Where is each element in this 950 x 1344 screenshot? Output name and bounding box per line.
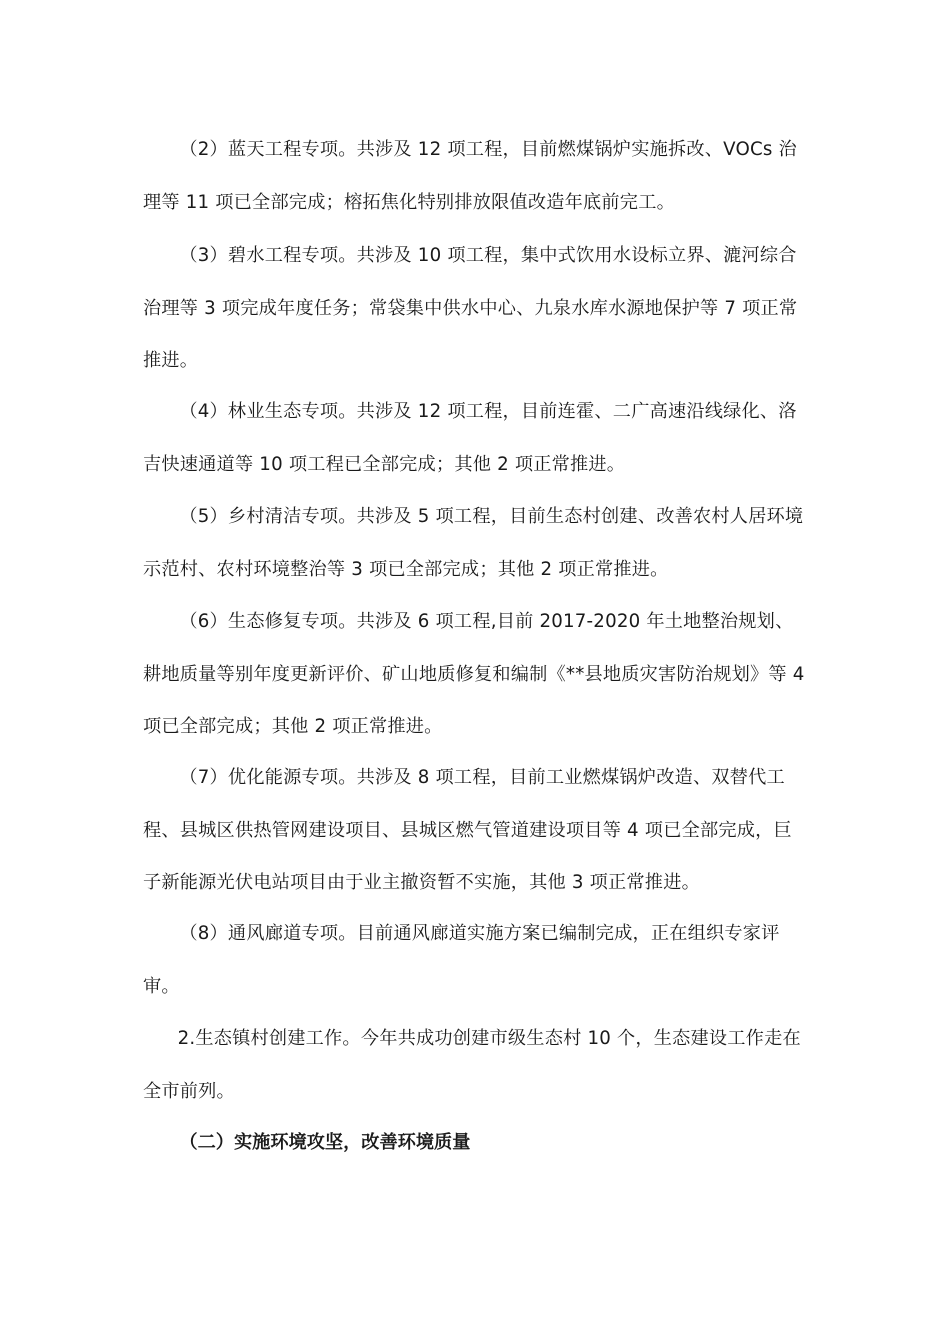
paragraph-energy-optimization-project: （7）优化能源专项。共涉及 8 项工程，目前工业燃煤锅炉改造、双替代工程、县城区供热管网建设项目、县城区燃气管道建设项目等 4 项已全部完成，巨子新能源光伏电站项目由于业主撤资暂不实施，其他 3 项正常推进。 [143,767,792,893]
paragraph-forestry-ecology-project: （4）林业生态专项。共涉及 12 项工程，目前连霍、二广高速沿线绿化、洛吉快速通道等 10 项工程已全部完成；其他 2 项正常推进。 [143,401,797,475]
paragraph-rural-cleaning-project: （5）乡村清洁专项。共涉及 5 项工程，目前生态村创建、改善农村人居环境示范村、农村环境整治等 3 项已全部完成；其他 2 项正常推进。 [143,506,804,580]
paragraph-eco-village-creation: 2.生态镇村创建工作。今年共成功创建市级生态村 10 个，生态建设工作走在全市前列。 [143,1028,801,1102]
paragraph-ventilation-corridor-project: （8）通风廊道专项。目前通风廊道实施方案已编制完成，正在组织专家评审。 [143,923,780,997]
paragraph-ecological-restoration-project: （6）生态修复专项。共涉及 6 项工程,目前 2017-2020 年土地整治规划、耕地质量等别年度更新评价、矿山地质修复和编制《**县地质灾害防治规划》等 4 项已全部完成；其他 2 项正常推进。 [143,611,805,737]
paragraph-clear-water-project: （3）碧水工程专项。共涉及 10 项工程，集中式饮用水设标立界、漉河综合治理等 3 项完成年度任务；常袋集中供水中心、九泉水库水源地保护等 7 项正常推进。 [143,245,798,371]
paragraph-blue-sky-project: （2）蓝天工程专项。共涉及 12 项工程，目前燃煤锅炉实施拆改、VOCs 治理等 11 项已全部完成；榕拓焦化特别排放限值改造年底前完工。 [143,139,797,213]
section-heading: （二）实施环境攻坚，改善环境质量 [179,1132,471,1153]
